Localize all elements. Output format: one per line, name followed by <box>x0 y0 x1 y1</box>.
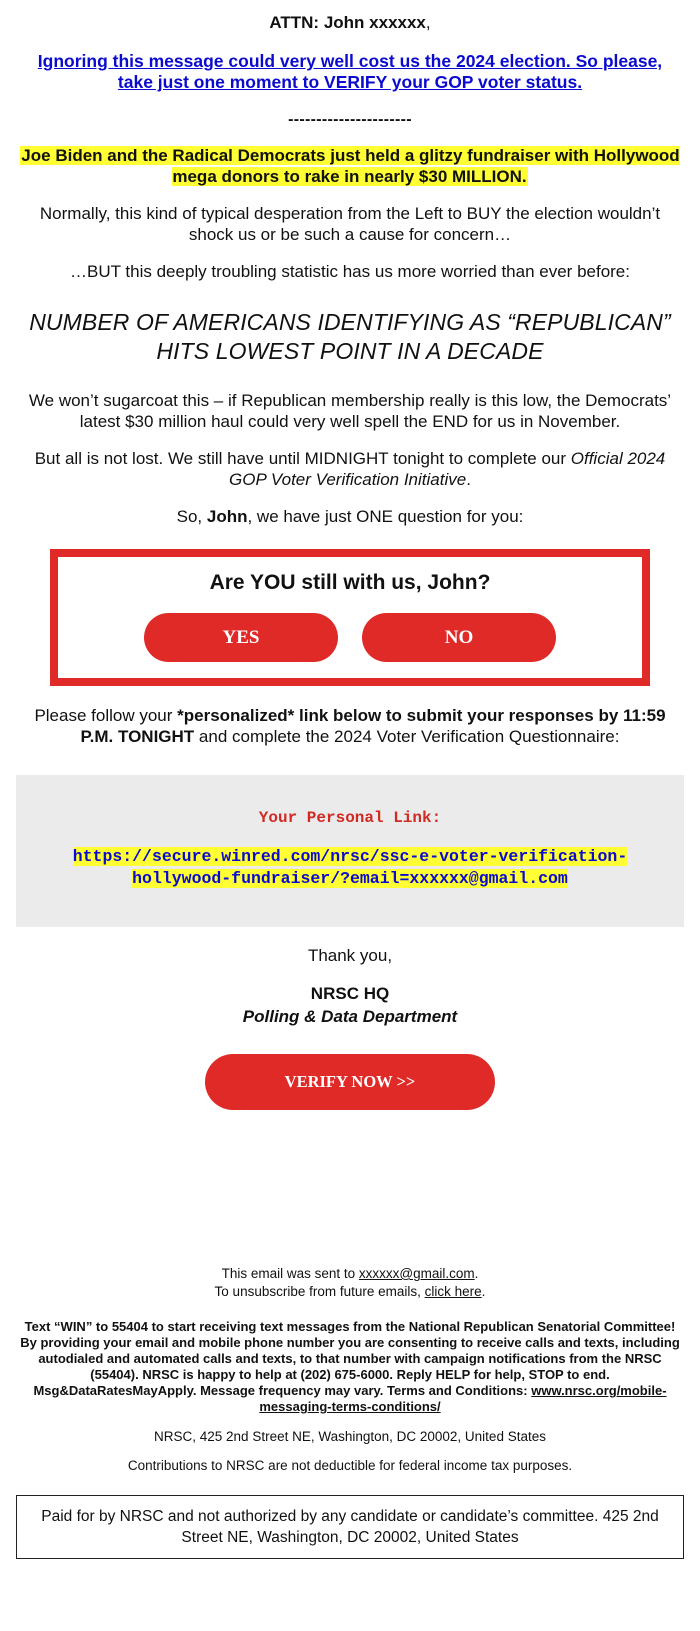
unsubscribe-line <box>16 1283 684 1301</box>
sent-to-post: . <box>474 1266 479 1281</box>
email-body <box>0 13 700 1559</box>
greeting <box>16 13 684 35</box>
signature-dept: Polling & Data Department <box>242 1007 458 1026</box>
sent-to-pre: This email was sent to <box>221 1266 359 1281</box>
terms-link[interactable]: www.nrsc.org/mobile-messaging-terms-conditions/ <box>259 1383 667 1414</box>
follow-paragraph <box>16 705 684 747</box>
unsubscribe-pre: To unsubscribe from future emails, <box>214 1284 425 1299</box>
tax-notice: Contributions to NRSC are not deductible for federal income tax purposes. <box>127 1458 573 1473</box>
mailing-address: NRSC, 425 2nd Street NE, Washington, DC 20002, United States <box>154 1429 546 1444</box>
recipient-email-link[interactable]: xxxxxx@gmail.com <box>358 1266 475 1281</box>
fundraiser-paragraph <box>16 145 684 187</box>
follow-post: and complete the 2024 Voter Verification Questionnaire: <box>194 727 620 746</box>
initiative-name: Official 2024 GOP Voter Verification Initiative <box>229 449 666 489</box>
greeting-name: John xxxxxx <box>323 13 426 32</box>
personal-link-url[interactable] <box>32 846 668 890</box>
unsubscribe-post: . <box>481 1284 486 1299</box>
answer-buttons <box>58 613 642 662</box>
follow-bold: *personalized* link below to submit your responses by 11:59 P.M. TONIGHT <box>80 706 666 746</box>
headline: NUMBER OF AMERICANS IDENTIFYING AS “REPUBLICAN” HITS LOWEST POINT IN A DECADE <box>29 309 671 364</box>
signature-org: NRSC HQ <box>310 984 390 1003</box>
sms-legal-body: Text “WIN” to 55404 to start receiving text messages from the National Republican Senatorial Committee! By providing your email and mobile phone number you are consenting to receive calls and texts, including autodialed and automated calls and texts, to that number with campaign notifications from the NRSC (55404). NRSC is happy to help at (202) 675-6000. Reply HELP for help, STOP to end. Msg&DataRatesMayApply. Message frequency may vary. Terms and Conditions: <box>20 1319 680 1398</box>
not-lost-text: But all is not lost. We still have until MIDNIGHT tonight to complete our <box>34 449 571 468</box>
personal-link-box <box>16 775 684 927</box>
question-intro-post: , we have just ONE question for you: <box>247 507 524 526</box>
question-box <box>50 549 650 686</box>
yes-button[interactable]: YES <box>144 613 338 662</box>
question-intro-name: John <box>206 507 248 526</box>
greeting-prefix: ATTN: <box>269 13 320 32</box>
paid-for-disclaimer: Paid for by NRSC and not authorized by any candidate or candidate’s committee. 425 2nd Street NE, Washington, DC 20002, United States <box>16 1495 684 1559</box>
question-title: Are YOU still with us, John? <box>209 571 491 594</box>
greeting-comma: , <box>425 13 431 32</box>
personal-link-label: Your Personal Link: <box>258 809 442 827</box>
question-intro <box>16 506 684 527</box>
verify-now-button[interactable]: VERIFY NOW >> <box>205 1054 495 1110</box>
sugarcoat-paragraph: We won’t sugarcoat this – if Republican membership really is this low, the Democrats’ latest $30 million haul could very well spell the END for us in November. <box>28 391 672 431</box>
verify-status-link[interactable]: Ignoring this message could very well cost us the 2024 election. So please, take just one moment to VERIFY your GOP voter status. <box>37 51 663 92</box>
follow-pre: Please follow your <box>34 706 178 725</box>
no-button[interactable]: NO <box>362 613 556 662</box>
fundraiser-highlight: Joe Biden and the Radical Democrats just held a glitzy fundraiser with Hollywood mega donors to rake in nearly $30 MILLION. <box>21 146 680 186</box>
not-lost-end: . <box>466 470 471 489</box>
not-lost-paragraph <box>16 448 684 490</box>
thanks-text: Thank you, <box>307 946 393 965</box>
divider-line: ---------------------- <box>288 111 412 128</box>
normally-paragraph: Normally, this kind of typical desperation from the Left to BUY the election wouldn’t shock us or be such a cause for concern… <box>39 204 661 244</box>
personal-link-url-text[interactable]: https://secure.winred.com/nrsc/ssc-e-voter-verification-hollywood-fundraiser/?email=xxxxxx@gmail.com <box>72 847 628 888</box>
unsubscribe-link[interactable]: click here <box>424 1284 482 1299</box>
question-intro-pre: So, <box>176 507 207 526</box>
sms-legal-text <box>16 1319 684 1415</box>
but-paragraph: …BUT this deeply troubling statistic has us more worried than ever before: <box>69 262 630 281</box>
sent-to-line <box>16 1265 684 1283</box>
footer-notice <box>16 1265 684 1301</box>
